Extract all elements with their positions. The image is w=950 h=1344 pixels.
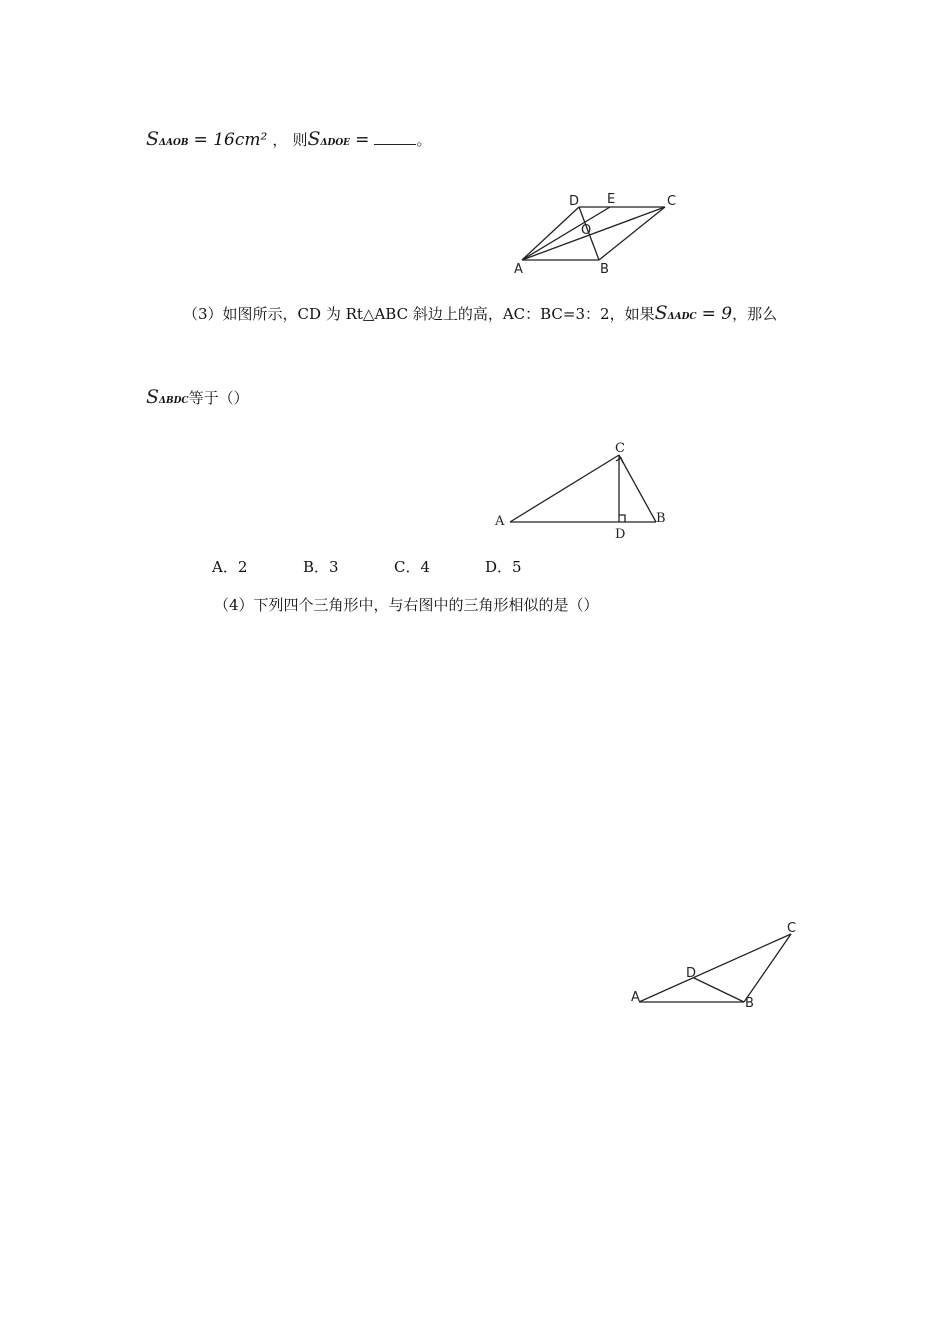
area-symbol-2: S (307, 128, 321, 150)
triangle-aob-subscript: ΔAOB (159, 138, 189, 148)
label-a: A (631, 990, 640, 1005)
choice-a: A．2 (212, 558, 248, 576)
triangle-figure (625, 915, 810, 1015)
label-c: C (787, 921, 797, 936)
area-adc-value: = 9 (701, 304, 733, 324)
right-angle-mark-d (619, 515, 625, 522)
label-o: O (581, 223, 592, 238)
label-b: B (745, 996, 754, 1011)
label-d: D (569, 194, 580, 209)
area-symbol: S (146, 128, 160, 150)
area-symbol-4: S (146, 386, 160, 408)
label-c: C (615, 441, 625, 456)
side-ac (510, 455, 619, 522)
area-aob-value: = 16cm² (193, 130, 268, 150)
choice-c: C．4 (394, 558, 431, 576)
triangle-bdc-subscript: ΔBDC (159, 396, 189, 406)
question-4-text: （4）下列四个三角形中，与右图中的三角形相似的是（） (214, 596, 599, 614)
equals-text: 等于（） (188, 389, 249, 407)
question-3-line-2 (146, 386, 249, 408)
label-e: E (607, 192, 616, 207)
answer-blank (374, 132, 416, 145)
question-3-tail: ，那么 (732, 305, 778, 323)
label-c: C (667, 194, 677, 209)
segment-db (694, 978, 744, 1002)
side-bc (619, 455, 656, 522)
period: 。 (416, 131, 432, 149)
label-a: A (495, 514, 505, 529)
diagonal-ac (522, 207, 665, 260)
question-3-text: （3）如图所示，CD 为 Rt△ABC 斜边上的高，AC：BC=3：2，如果 (183, 305, 655, 323)
segment-ae (522, 207, 610, 260)
right-triangle-figure (490, 438, 675, 548)
triangle-doe-subscript: ΔDOE (320, 138, 351, 148)
choice-d: D．5 (485, 558, 522, 576)
question-3-line (183, 302, 777, 324)
label-b: B (656, 511, 666, 526)
edge-ad (522, 207, 579, 260)
label-d: D (615, 527, 626, 542)
area-doe-equals: = (355, 130, 370, 150)
answer-choices (212, 556, 576, 577)
then-text: 则 (292, 131, 308, 149)
triangle-adc-subscript: ΔADC (667, 312, 697, 322)
edge-bc (599, 207, 665, 260)
comma: ， (272, 131, 288, 149)
area-symbol-3: S (654, 302, 668, 324)
choice-b: B．3 (303, 558, 339, 576)
label-a: A (514, 262, 523, 277)
label-b: B (600, 262, 609, 277)
parallelogram-figure (505, 188, 695, 278)
area-statement-line (146, 128, 432, 150)
label-d: D (686, 966, 697, 981)
